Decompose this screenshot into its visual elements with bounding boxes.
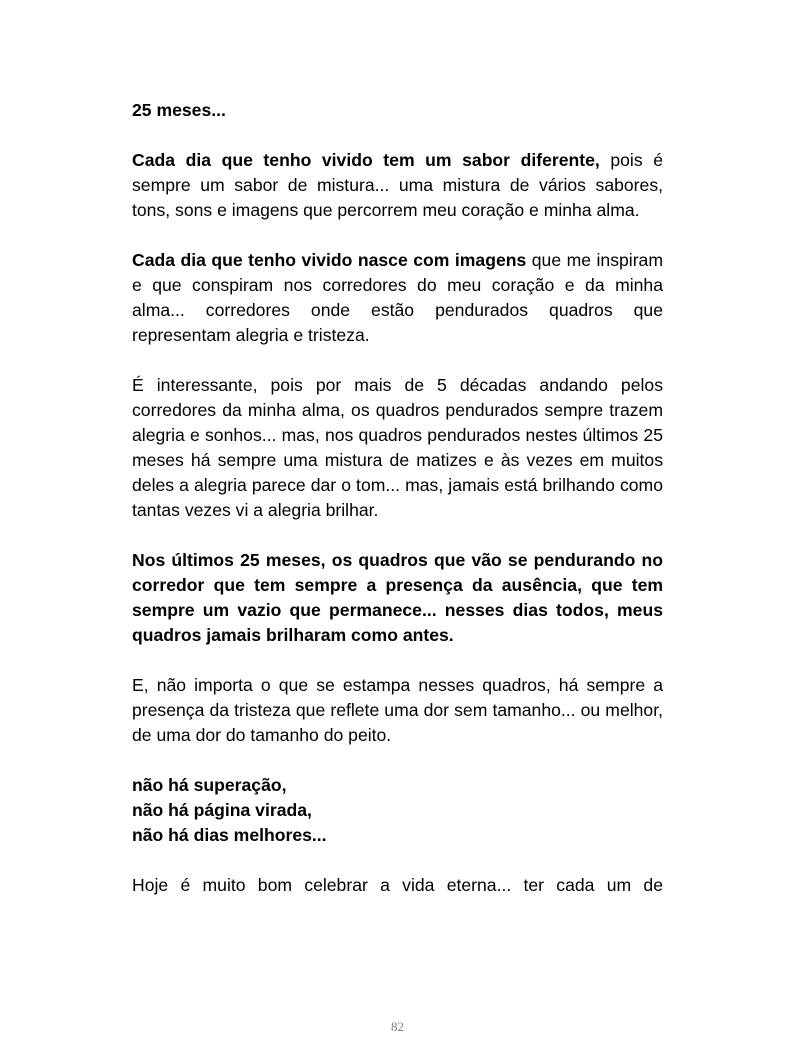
paragraph-1 (132, 148, 663, 223)
paragraph-1-text: pois é sempre um sabor de mistura... uma mistura de vários sabores, tons, sons e imagens que percorrem meu coração e minha alma. (132, 150, 663, 220)
page-number: 82 (391, 1019, 404, 1034)
paragraph-1-bold: Cada dia que tenho vivido tem um sabor diferente, (132, 150, 600, 170)
document-body (132, 98, 663, 923)
verse-line: não há página virada, (132, 800, 312, 820)
paragraph-5: E, não importa o que se estampa nesses quadros, há sempre a presença da tristeza que reflete uma dor sem tamanho... ou melhor, de uma dor do tamanho do peito. (132, 675, 663, 745)
heading: 25 meses... (132, 100, 226, 120)
verse-line: não há superação, (132, 775, 287, 795)
paragraph-2 (132, 248, 663, 348)
verse-block (132, 773, 663, 848)
paragraph-6: Hoje é muito bom celebrar a vida eterna... ter cada um de (132, 875, 663, 895)
paragraph-2-text: que me inspiram e que conspiram nos corredores do meu coração e da minha alma... corredores onde estão pendurados quadros que representam alegria e tristeza. (132, 250, 663, 345)
paragraph-4: Nos últimos 25 meses, os quadros que vão se pendurando no corredor que tem sempre a presença da ausência, que tem sempre um vazio que permanece... nesses dias todos, meus quadros jamais brilharam como antes. (132, 550, 663, 645)
paragraph-3: É interessante, pois por mais de 5 décadas andando pelos corredores da minha alma, os quadros pendurados sempre trazem alegria e sonhos... mas, nos quadros pendurados nestes últimos 25 meses há sempre uma mistura de matizes e às vezes em muitos deles a alegria parece dar o tom... mas, jamais está brilhando como tantas vezes vi a alegria brilhar. (132, 375, 663, 520)
verse-line: não há dias melhores... (132, 825, 327, 845)
paragraph-2-bold: Cada dia que tenho vivido nasce com imagens (132, 250, 527, 270)
